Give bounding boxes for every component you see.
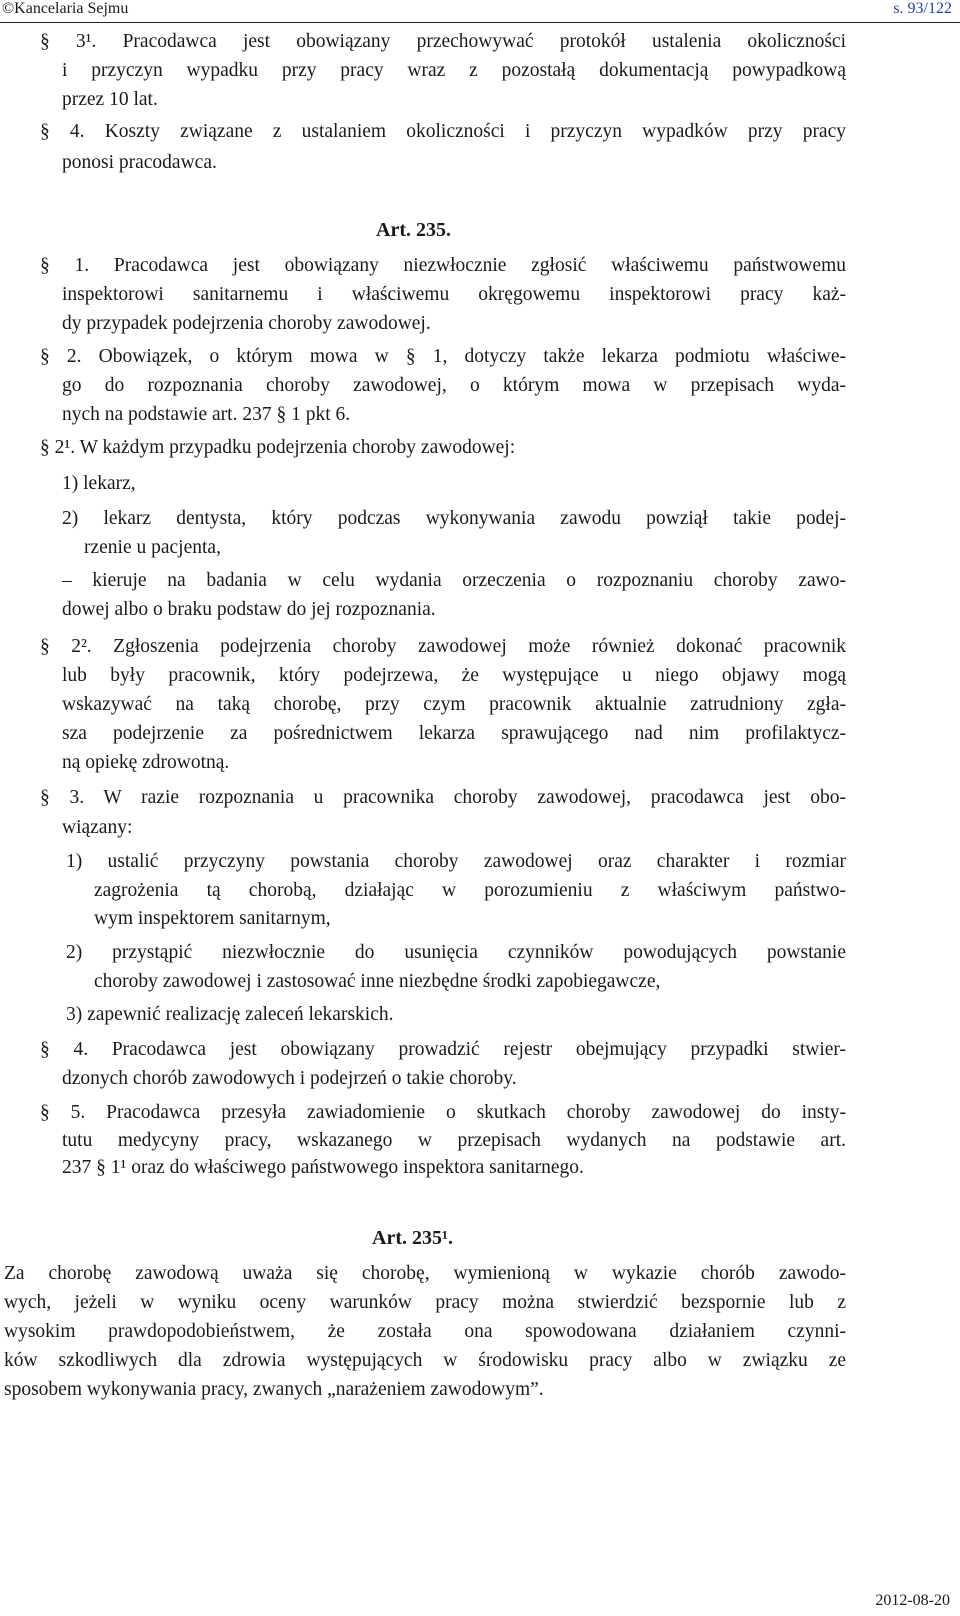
text-line: choroby zawodowej i zastosować inne niezbędne środki zapobiegawcze, <box>94 971 661 992</box>
text-line: § 5. Pracodawca przesyła zawiadomienie o skutkach choroby zawodowej do insty- <box>40 1102 846 1123</box>
article-heading: Art. 235. <box>376 219 451 241</box>
list-item: 2) lekarz dentysta, który podczas wykonywania zawodu powziął takie podej- <box>62 508 846 529</box>
text-line: ną opiekę zdrowotną. <box>62 752 230 773</box>
text-line: przez 10 lat. <box>62 89 158 110</box>
header-copyright: ©Kancelaria Sejmu <box>2 0 129 17</box>
text-line: rzenie u pacjenta, <box>84 537 221 558</box>
text-line: Za chorobę zawodową uważa się chorobę, wymienioną w wykazie chorób zawodo- <box>4 1263 846 1284</box>
text-line: § 2. Obowiązek, o którym mowa w § 1, dotyczy także lekarza podmiotu właściwe- <box>40 346 846 367</box>
text-line: wych, jeżeli w wyniku oceny warunków pracy można stwierdzić bezspornie lub z <box>4 1292 846 1313</box>
text-line: § 2¹. W każdym przypadku podejrzenia choroby zawodowej: <box>40 437 516 458</box>
text-line: § 3¹. Pracodawca jest obowiązany przechowywać protokół ustalenia okoliczności <box>40 31 846 52</box>
text-line: § 2². Zgłoszenia podejrzenia choroby zawodowej może również dokonać pracownik <box>40 636 846 657</box>
text-line: § 4. Koszty związane z ustalaniem okoliczności i przyczyn wypadków przy pracy <box>40 121 846 142</box>
text-line: sposobem wykonywania pracy, zwanych „narażeniem zawodowym”. <box>4 1379 544 1400</box>
text-line: § 4. Pracodawca jest obowiązany prowadzić rejestr obejmujący przypadki stwier- <box>40 1039 846 1060</box>
footer-date: 2012-08-20 <box>875 1592 950 1609</box>
text-line: 237 § 1¹ oraz do właściwego państwowego inspektora sanitarnego. <box>62 1157 584 1178</box>
list-item: 2) przystąpić niezwłocznie do usunięcia czynników powodujących powstanie <box>66 942 846 963</box>
list-item: 3) zapewnić realizację zaleceń lekarskich. <box>66 1004 394 1025</box>
text-line: sza podejrzenie za pośrednictwem lekarza sprawującego nad nim profilaktycz- <box>62 723 846 744</box>
text-line: wskazywać na taką chorobę, przy czym pracownik aktualnie zatrudniony zgła- <box>62 694 846 715</box>
list-item: 1) ustalić przyczyny powstania choroby zawodowej oraz charakter i rozmiar <box>66 851 846 872</box>
text-line: § 1. Pracodawca jest obowiązany niezwłocznie zgłosić właściwemu państwowemu <box>40 255 846 276</box>
text-line: lub były pracownik, który podejrzewa, że występujące u niego objawy mogą <box>62 665 846 686</box>
text-line: ków szkodliwych dla zdrowia występujących w środowisku pracy albo w związku ze <box>4 1350 846 1371</box>
text-line: zagrożenia tą chorobą, działając w porozumieniu z właściwym państwo- <box>94 880 846 901</box>
text-line: go do rozpoznania choroby zawodowej, o którym mowa w przepisach wyda- <box>62 375 846 396</box>
text-line: nych na podstawie art. 237 § 1 pkt 6. <box>62 404 351 425</box>
text-line: wym inspektorem sanitarnym, <box>94 908 331 929</box>
text-line: dowej albo o braku podstaw do jej rozpoznania. <box>62 599 436 620</box>
text-line: ponosi pracodawca. <box>62 152 217 173</box>
text-line: wiązany: <box>62 817 133 838</box>
text-line: – kieruje na badania w celu wydania orzeczenia o rozpoznaniu choroby zawo- <box>62 570 846 591</box>
list-item: 1) lekarz, <box>62 473 136 494</box>
text-line: § 3. W razie rozpoznania u pracownika choroby zawodowej, pracodawca jest obo- <box>40 787 846 808</box>
text-line: dzonych chorób zawodowych i podejrzeń o takie choroby. <box>62 1068 517 1089</box>
text-line: wysokim prawdopodobieństwem, że została ona spowodowana działaniem czynni- <box>4 1321 846 1342</box>
text-line: dy przypadek podejrzenia choroby zawodowej. <box>62 313 431 334</box>
text-line: inspektorowi sanitarnemu i właściwemu okręgowemu inspektorowi pracy każ- <box>62 284 846 305</box>
text-line: tutu medycyny pracy, wskazanego w przepisach wydanych na podstawie art. <box>62 1130 846 1151</box>
page-number: s. 93/122 <box>893 0 952 17</box>
header-divider <box>0 22 960 23</box>
article-heading: Art. 235¹. <box>372 1227 453 1249</box>
text-line: i przyczyn wypadku przy pracy wraz z pozostałą dokumentacją powypadkową <box>62 60 846 81</box>
